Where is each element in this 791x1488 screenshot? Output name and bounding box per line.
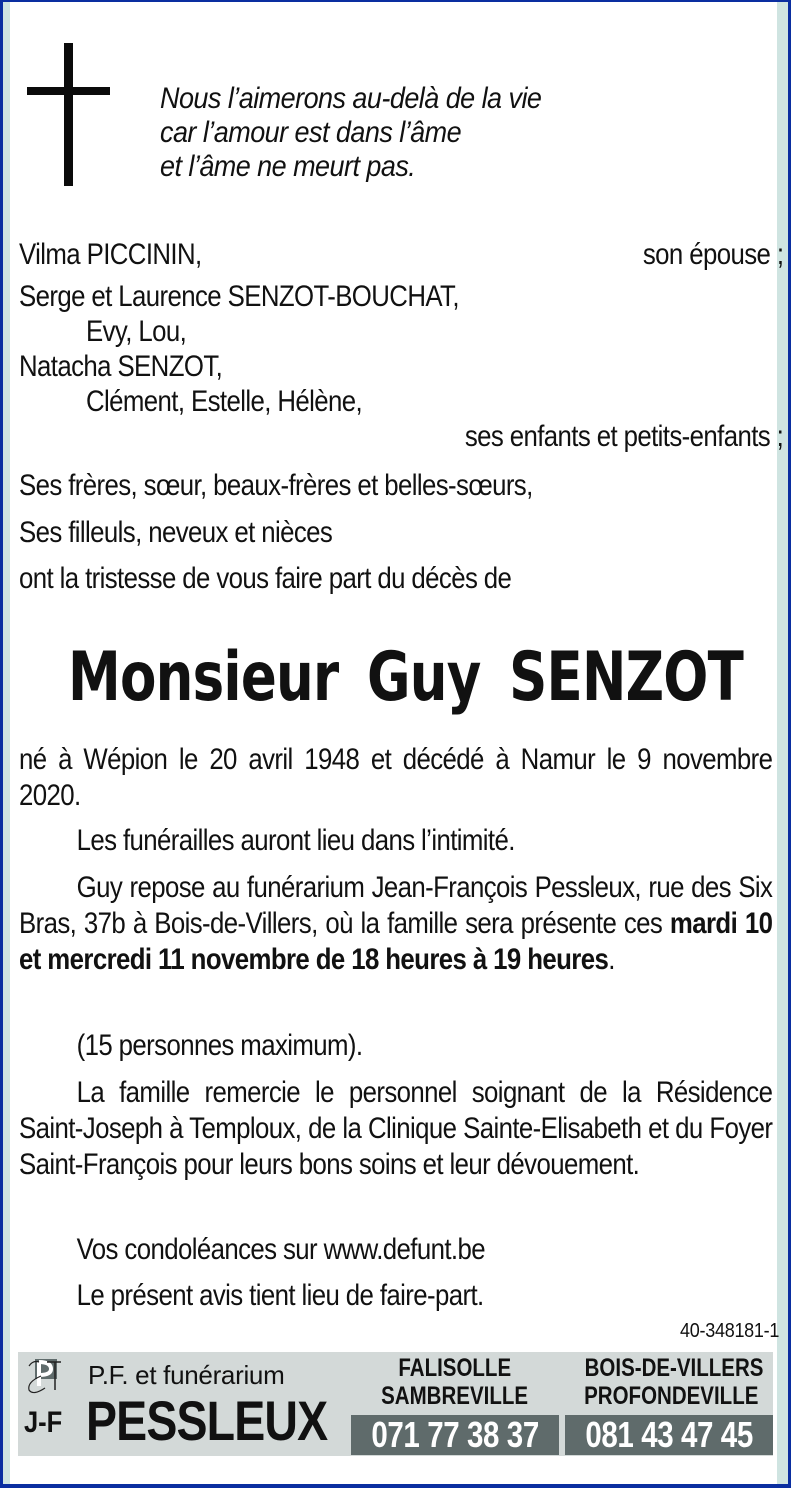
child-family-1: Serge et Laurence SENZOT-BOUCHAT,: [19, 280, 459, 313]
godchildren-line: Ses filleuls, neveux et nièces: [19, 516, 333, 549]
notice-paragraph: Le présent avis tient lieu de faire-part.: [76, 1279, 484, 1312]
announcement-line: ont la tristesse de vous faire part du décès de: [19, 562, 512, 595]
outer-frame: [3, 2, 788, 1484]
deceased-name: Monsieur Guy SENZOT: [68, 638, 743, 717]
visitation-paragraph: Guy repose au funérarium Jean-François Pessleux, rue des Six Bras, 37b à Bois-de-Villers, où la famille sera présente ces mardi 10 et mercredi 11 novembre de 18 heures à 19 heures.: [19, 871, 773, 976]
pessleux-monogram-logo: [25, 1358, 65, 1396]
visitation-dates: mardi 10 et mercredi 11 novembre de 18 heures à 19 heures: [19, 907, 773, 976]
brand-name: PESSLEUX: [86, 1389, 328, 1452]
epitaph-line: Nous l’aimerons au-delà de la vie: [160, 82, 542, 115]
funeral-paragraph: Les funérailles auront lieu dans l’intimité.: [76, 824, 515, 857]
spouse-role: son épouse ;: [642, 238, 783, 271]
phone-bois-de-villers: 081 43 47 45: [565, 1415, 773, 1455]
birth-death-paragraph: né à Wépion le 20 avril 1948 et décédé à Namur le 9 novembre 2020.: [19, 743, 773, 812]
funeral-home-tagline: P.F. et funérarium: [88, 1360, 285, 1390]
spouse-name: Vilma PICCININ,: [19, 238, 202, 271]
epitaph-line: car l’amour est dans l’âme: [160, 116, 462, 149]
children-role: ses enfants et petits-enfants ;: [464, 420, 783, 453]
phone-falisolle: 071 77 38 37: [351, 1415, 559, 1455]
epitaph-quote: [160, 82, 541, 184]
location-falisolle: FALISOLLE SAMBREVILLE: [381, 1354, 529, 1410]
reference-number: 40-348181-1: [679, 1320, 779, 1342]
epitaph-line: et l’âme ne meurt pas.: [160, 150, 416, 183]
obituary-notice: [10, 2, 783, 1484]
grandchildren-2: Clément, Estelle, Hélène,: [86, 385, 363, 418]
child-family-2: Natacha SENZOT,: [19, 350, 223, 383]
brand-prefix: J-F: [24, 1406, 63, 1439]
capacity-paragraph: (15 personnes maximum).: [76, 1029, 363, 1062]
condolences-paragraph: Vos condoléances sur www.defunt.be: [76, 1233, 485, 1266]
thanks-paragraph: La famille remercie le personnel soignant de la Résidence Saint-Joseph à Temploux, de la Clinique Sainte-Elisabeth et du Foyer Saint-François pour leurs bons soins et leur dévouement.: [19, 1076, 773, 1181]
grandchildren-1: Evy, Lou,: [86, 315, 187, 348]
siblings-line: Ses frères, sœur, beaux-frères et belles-sœurs,: [19, 469, 533, 502]
location-bois-de-villers: BOIS-DE-VILLERS PROFONDEVILLE: [584, 1354, 764, 1410]
funeral-home-banner: [18, 1352, 773, 1456]
